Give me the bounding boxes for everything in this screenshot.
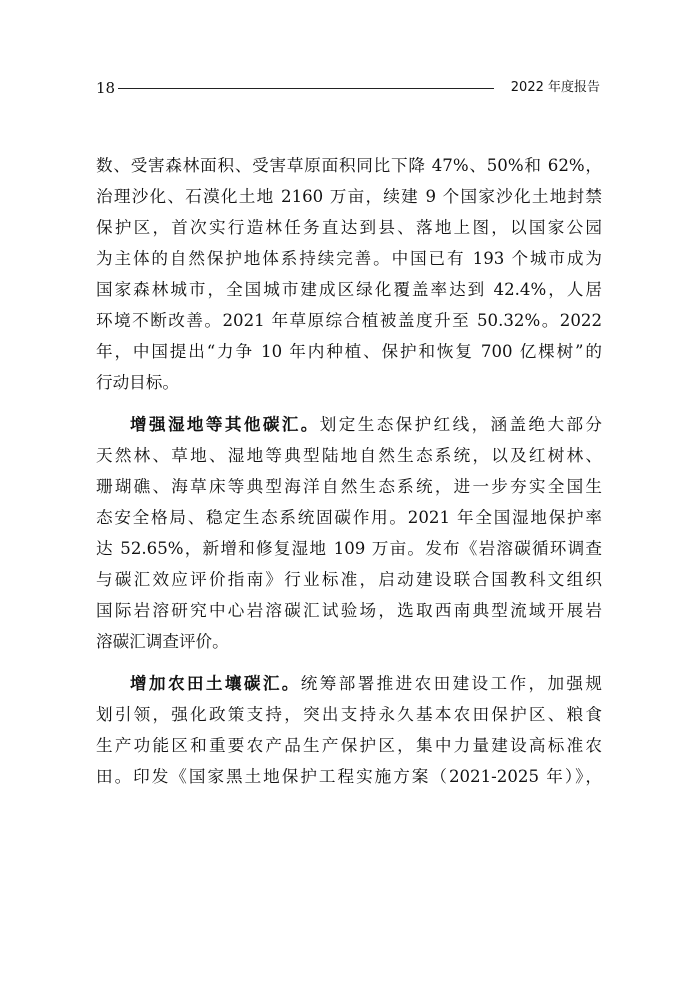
text-line: 为主体的自然保护地体系持续完善。中国已有 193 个城市成为 [96,249,602,268]
paragraph-farmland-carbon [96,668,602,792]
text-line: 年，中国提出“力争 10 年内种植、保护和恢复 700 亿棵树”的 [96,342,602,361]
text-line: 溶碳汇调查评价。 [96,632,229,651]
text-line: 划引领，强化政策支持，突出支持永久基本农田保护区、粮食 [96,705,602,724]
text-line: 与碳汇效应评价指南》行业标准，启动建设联合国教科文组织 [96,570,602,589]
text-line: 田。印发《国家黑土地保护工程实施方案（2021-2025 年）》， [96,767,602,786]
text-line: 天然林、草地、湿地等典型陆地自然生态系统，以及红树林、 [96,446,602,465]
page-header [96,78,600,98]
text-line: 态安全格局、稳定生态系统固碳作用。2021 年全国湿地保护率 [96,508,602,527]
text-line: 环境不断改善。2021 年草原综合植被盖度升至 50.32%。2022 [96,311,602,330]
paragraph-first-line [96,668,602,699]
page-number: 18 [96,79,116,97]
paragraph-wetland-carbon [96,409,602,657]
text-line: 保护区，首次实行造林任务直达到县、落地上图，以国家公园 [96,218,602,237]
paragraph-first-line [96,409,602,440]
header-rule [118,88,494,89]
text-line: 珊瑚礁、海草床等典型海洋自然生态系统，进一步夯实全国生 [96,477,602,496]
text-run: 统筹部署推进农田建设工作，加强规 [300,674,603,693]
text-run: 划定生态保护红线，涵盖绝大部分 [319,415,603,434]
paragraph-heading: 增强湿地等其他碳汇。 [130,414,320,434]
report-title: 2022 年度报告 [510,80,600,95]
text-line: 国家森林城市，全国城市建成区绿化覆盖率达到 42.4%，人居 [96,280,602,299]
text-line: 达 52.65%，新增和修复湿地 109 万亩。发布《岩溶碳循环调查 [96,539,602,558]
text-line: 数、受害森林面积、受害草原面积同比下降 47%、50%和 62%， [96,156,602,175]
text-line: 治理沙化、石漠化土地 2160 万亩，续建 9 个国家沙化土地封禁 [96,187,602,206]
body-text [96,150,602,792]
text-line: 行动目标。 [96,373,179,392]
text-line: 生产功能区和重要农产品生产保护区，集中力量建设高标准农 [96,736,602,755]
paragraph-heading: 增加农田土壤碳汇。 [130,673,301,693]
text-line: 国际岩溶研究中心岩溶碳汇试验场，选取西南典型流域开展岩 [96,601,602,620]
paragraph-forest-carbon [96,150,602,398]
